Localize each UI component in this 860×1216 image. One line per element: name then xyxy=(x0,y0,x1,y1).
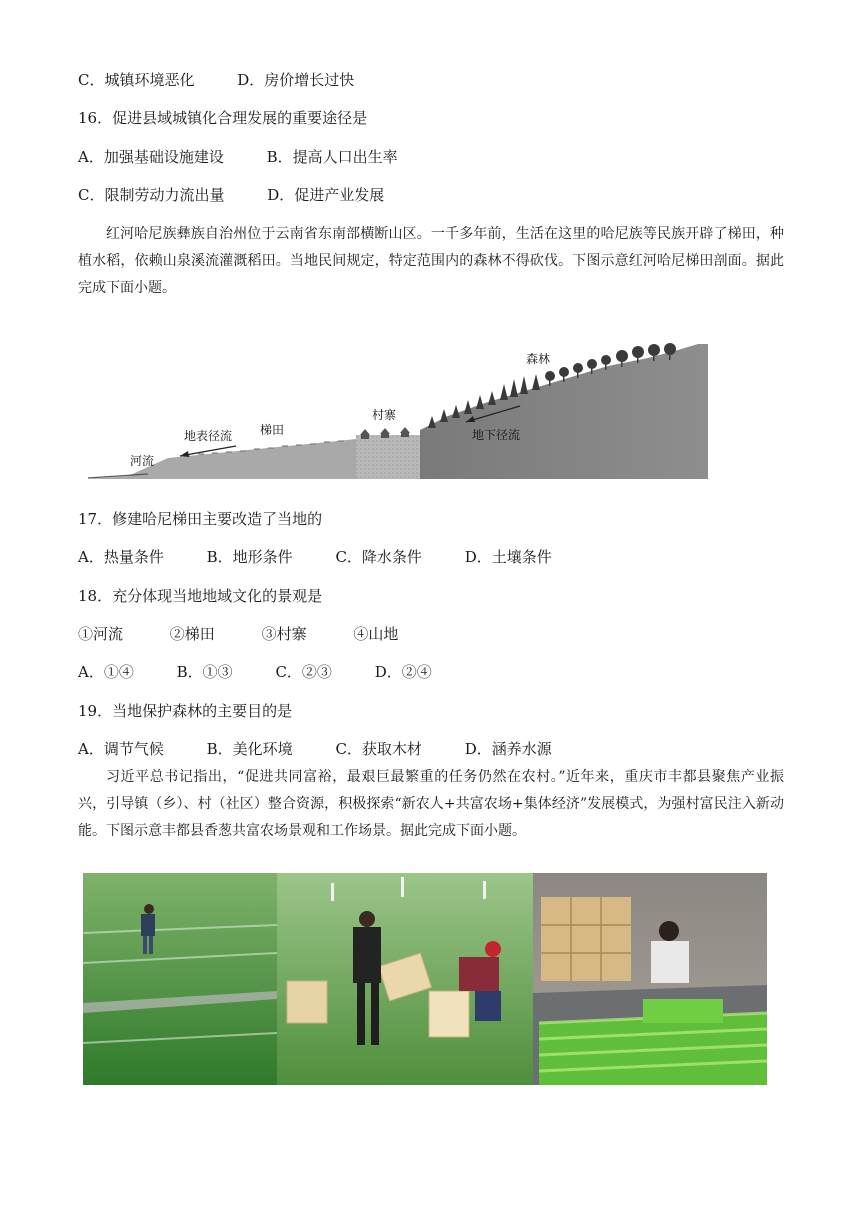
q19-option-c: C．获取木材 xyxy=(335,740,422,758)
q17-option-d: D．土壤条件 xyxy=(464,548,552,566)
q18-option-b: B．①③ xyxy=(176,663,233,681)
packing-workshop-photo xyxy=(533,873,767,1085)
label-river: 河流 xyxy=(130,454,155,468)
label-surface-runoff: 地表径流 xyxy=(184,429,233,443)
q16-option-a: A．加强基础设施建设 xyxy=(78,148,224,166)
q18-item-3: ③村寨 xyxy=(261,625,307,643)
q16-option-b: B．提高人口出生率 xyxy=(266,148,398,166)
q18-item-1: ①河流 xyxy=(78,625,124,643)
mountain-shape xyxy=(420,344,708,479)
q19-option-b: B．美化环境 xyxy=(206,740,293,758)
q15-options-cd xyxy=(78,70,354,90)
hani-terrace-profile-figure xyxy=(88,336,710,482)
passage-hani-terraces: 红河哈尼族彝族自治州位于云南省东南部横断山区。一千多年前，生活在这里的哈尼族等民族开辟了梯田，种植水稻，依赖山泉溪流灌溉稻田。当地民间规定，特定范围内的森林不得砍伐。下图示意红河哈尼梯田剖面。据此完成下面小题。 xyxy=(78,226,784,296)
passage-fengdu-farm: 习近平总书记指出，“促进共同富裕，最艰巨最繁重的任务仍然在农村。”近年来，重庆市丰都县聚焦产业振兴，引导镇（乡）、村（社区）整合资源，积极探索“新农人+共富农场+集体经济”发展模式，为强村富民注入新动能。下图示意丰都县香葱共富农场景观和工作场景。据此完成下面小题。 xyxy=(78,769,784,839)
label-terraces: 梯田 xyxy=(260,423,285,437)
q17-stem: 17．修建哈尼梯田主要改造了当地的 xyxy=(78,510,323,528)
terrace-slope-shape xyxy=(88,439,356,479)
label-forest: 森林 xyxy=(526,352,551,366)
q18-stem: 18．充分体现当地地域文化的景观是 xyxy=(78,587,323,605)
q18-option-a: A．①④ xyxy=(78,663,134,681)
label-village: 村寨 xyxy=(372,408,397,422)
q16-options-ab xyxy=(78,147,398,167)
scallion-farm-photos xyxy=(83,873,767,1085)
q16-option-c: C．限制劳动力流出量 xyxy=(78,186,225,204)
q16-options-cd xyxy=(78,185,384,205)
q19-option-d: D．涵养水源 xyxy=(464,740,552,758)
q18-option-c: C．②③ xyxy=(275,663,332,681)
q17-option-c: C．降水条件 xyxy=(335,548,422,566)
q15-option-c: C．城镇环境恶化 xyxy=(78,71,195,89)
scallion-field-photo xyxy=(83,873,277,1085)
q16-option-d: D．促进产业发展 xyxy=(267,186,385,204)
q19-option-a: A．调节气候 xyxy=(78,740,164,758)
q16-stem: 16．促进县域城镇化合理发展的重要途径是 xyxy=(78,109,368,127)
harvest-crates-photo xyxy=(277,873,533,1085)
q18-item-4: ④山地 xyxy=(353,625,399,643)
q18-items xyxy=(78,624,398,644)
q17-option-a: A．热量条件 xyxy=(78,548,164,566)
q19-stem: 19．当地保护森林的主要目的是 xyxy=(78,702,293,720)
q18-options xyxy=(78,662,432,682)
q17-options xyxy=(78,547,552,567)
village-block-shape xyxy=(356,435,420,479)
q15-option-d: D．房价增长过快 xyxy=(237,71,355,89)
q17-option-b: B．地形条件 xyxy=(206,548,293,566)
q19-options xyxy=(78,739,552,759)
q18-item-2: ②梯田 xyxy=(169,625,215,643)
q18-option-d: D．②④ xyxy=(374,663,432,681)
label-groundwater: 地下径流 xyxy=(472,428,521,442)
